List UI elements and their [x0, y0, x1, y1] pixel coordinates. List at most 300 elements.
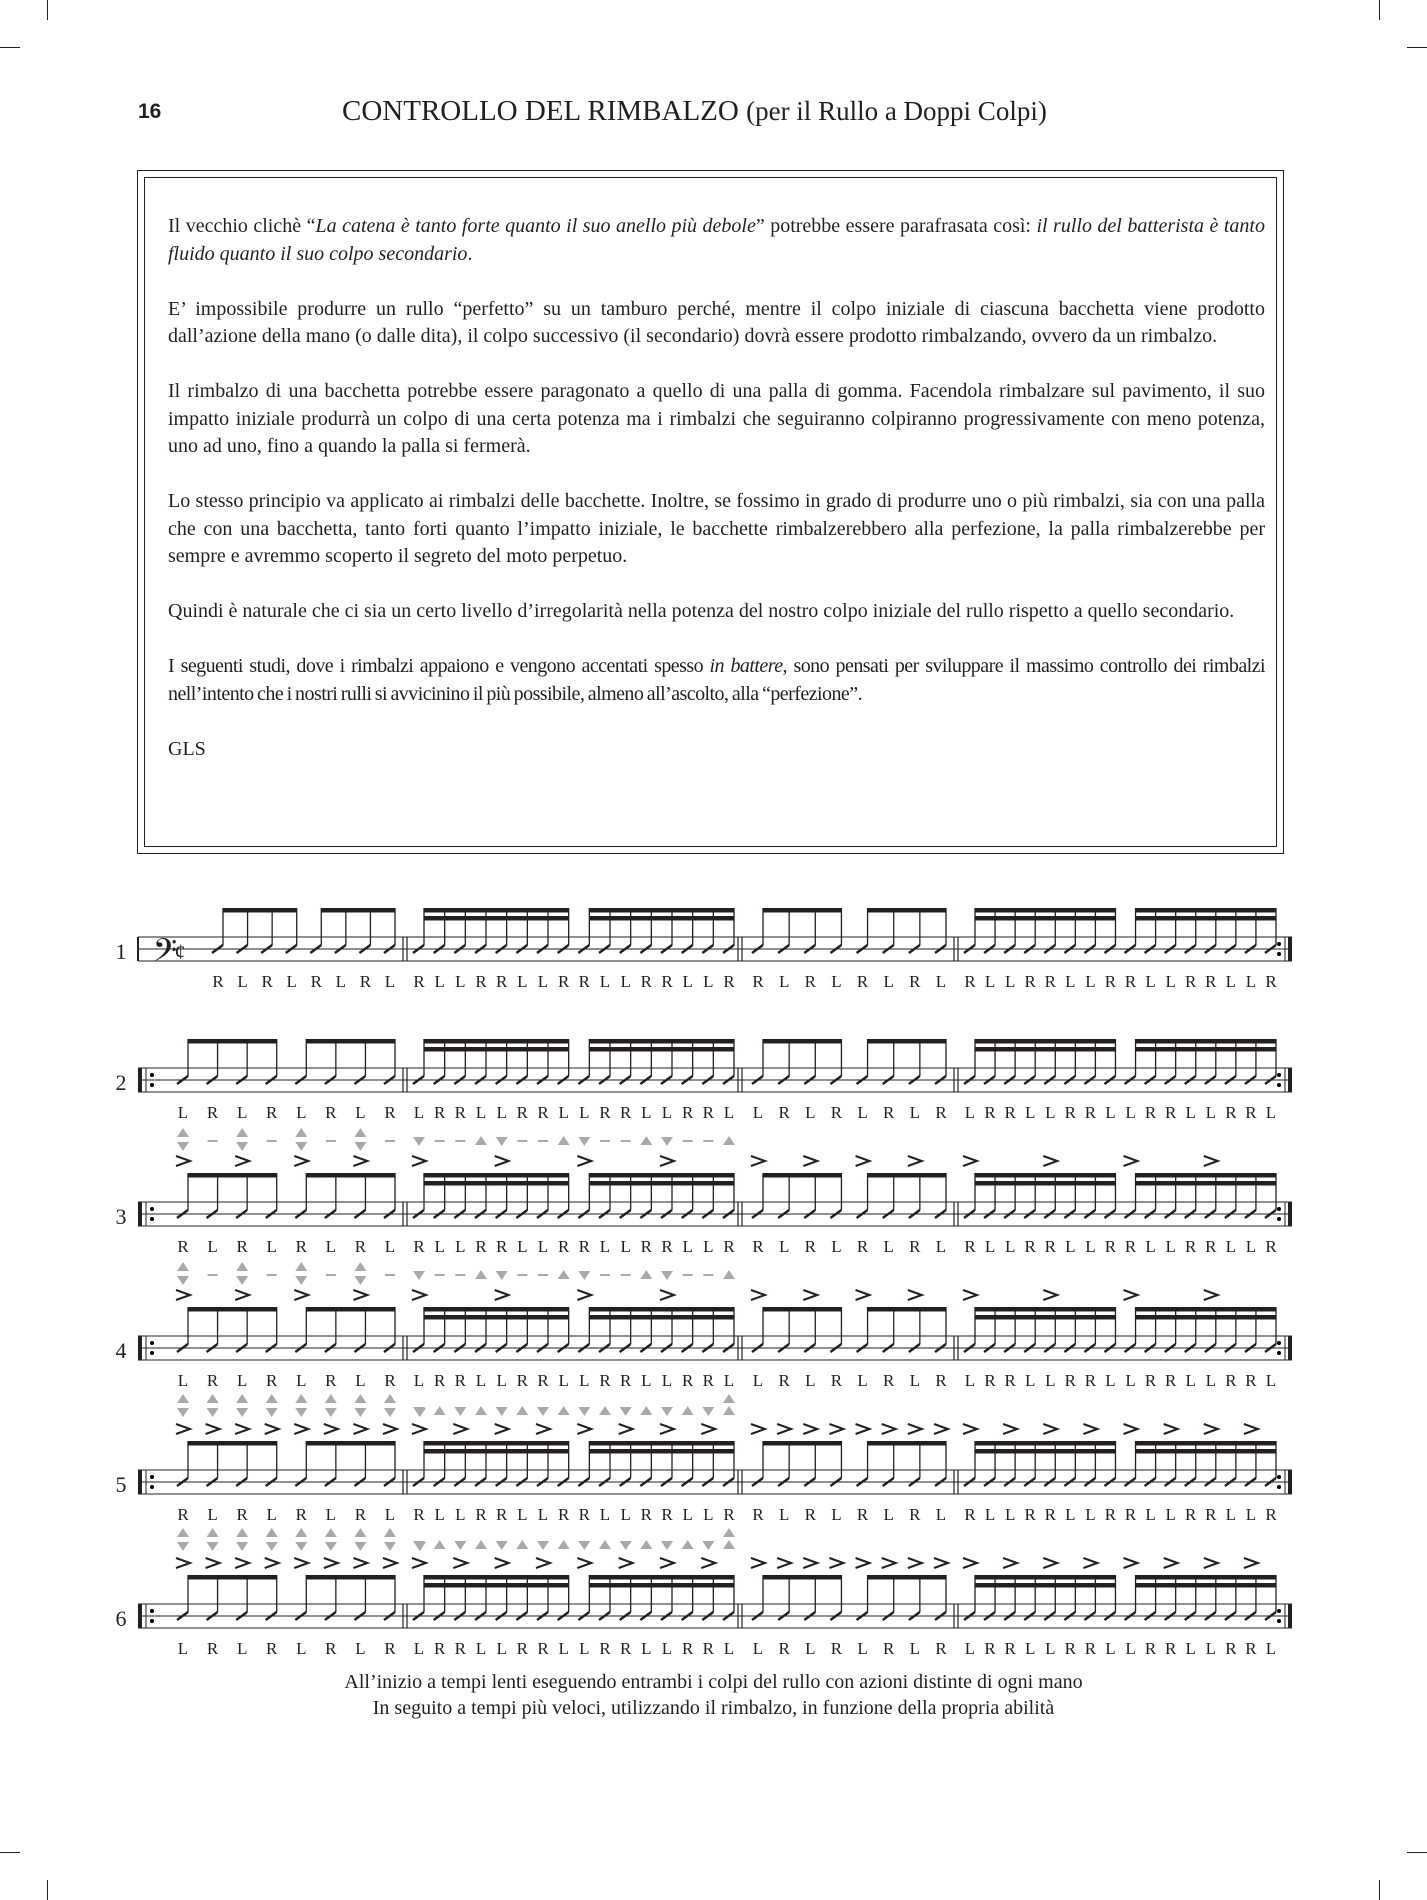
sticking-label: R — [1245, 1639, 1257, 1658]
arrow-down-icon — [537, 1407, 549, 1416]
sticking-label: R — [261, 972, 273, 991]
accent-icon — [1124, 1424, 1138, 1434]
exercise-number: 5 — [115, 1472, 127, 1497]
accent-icon — [1164, 1558, 1178, 1568]
sticking-label: R — [212, 972, 224, 991]
sticking-label: L — [207, 1237, 218, 1256]
sticking-label: R — [578, 1237, 591, 1256]
arrow-down-icon — [661, 1541, 673, 1550]
note-beam-secondary — [1136, 1047, 1276, 1052]
sticking-label: L — [286, 972, 297, 991]
sticking-label: R — [1185, 1505, 1197, 1524]
exercise-number: 3 — [115, 1204, 127, 1229]
sticking-label: L — [413, 1639, 425, 1658]
note-beam — [306, 1307, 395, 1312]
sticking-label: R — [599, 1103, 611, 1122]
sticking-label: R — [883, 1639, 895, 1658]
accent-icon — [235, 1558, 249, 1568]
sticking-label: L — [384, 1505, 396, 1524]
sticking-label: R — [804, 972, 816, 991]
sticking-label: L — [703, 1237, 714, 1256]
note-beam — [589, 1307, 734, 1312]
sticking-label: L — [1045, 1639, 1056, 1658]
repeat-dot — [150, 1217, 154, 1221]
note-beam — [306, 1039, 395, 1044]
sticking-label: R — [1044, 1237, 1056, 1256]
arrow-down-icon — [295, 1408, 307, 1417]
repeat-dot — [1277, 1475, 1281, 1479]
sticking-label: R — [1245, 1103, 1257, 1122]
sticking-label: L — [434, 972, 445, 991]
arrow-down-icon — [236, 1142, 248, 1151]
accent-icon — [619, 1558, 633, 1568]
accent-icon — [1124, 1290, 1138, 1300]
arrow-down-icon — [702, 1541, 714, 1550]
accent-icon — [1003, 1424, 1017, 1434]
note-beam-secondary — [975, 1583, 1115, 1588]
arrow-up-icon — [723, 1394, 735, 1403]
intro-signature: GLS — [168, 737, 206, 760]
arrow-up-icon — [177, 1528, 189, 1537]
sticking-label: L — [599, 972, 611, 991]
footer-line-2: In seguito a tempi più veloci, utilizzando il rimbalzo, in funzione della propria abilità — [372, 1697, 1055, 1719]
repeat-dot — [1277, 1217, 1281, 1221]
repeat-dot — [1277, 1485, 1281, 1489]
arrow-up-icon — [723, 1406, 735, 1415]
note-beam — [868, 1173, 946, 1178]
sticking-label: R — [752, 1505, 764, 1524]
sticking-label: R — [909, 972, 921, 991]
accent-icon — [908, 1558, 922, 1568]
accent-icon — [353, 1156, 367, 1166]
sticking-label: L — [1025, 1371, 1036, 1390]
sticking-label: L — [236, 1371, 248, 1390]
accent-icon — [206, 1424, 220, 1434]
sticking-label: R — [702, 1103, 715, 1122]
sticking-label: L — [752, 1371, 764, 1390]
sticking-label: L — [909, 1371, 921, 1390]
accent-icon — [536, 1424, 550, 1434]
sticking-label: R — [964, 1237, 976, 1256]
accent-icon — [963, 1156, 977, 1166]
sticking-label: R — [1144, 1639, 1157, 1658]
repeat-end-icon — [1288, 1470, 1292, 1494]
sticking-label: R — [557, 1505, 570, 1524]
accent-icon — [660, 1290, 674, 1300]
arrow-down-icon — [177, 1542, 189, 1551]
note-beam — [1136, 1575, 1276, 1580]
note-beam — [763, 1173, 841, 1178]
arrow-down-icon — [496, 1137, 508, 1146]
note-beam — [188, 1307, 277, 1312]
sticking-label: L — [177, 1639, 189, 1658]
arrow-down-icon — [236, 1276, 248, 1285]
note-beam-secondary — [975, 1449, 1115, 1454]
sticking-label: R — [578, 972, 591, 991]
arrow-up-icon — [723, 1136, 735, 1145]
sticking-label: R — [1004, 1103, 1016, 1122]
sticking-label: R — [856, 1505, 869, 1524]
sticking-label: R — [964, 972, 976, 991]
arrow-up-icon — [599, 1540, 611, 1549]
sticking-label: L — [1065, 1505, 1076, 1524]
arrow-up-icon — [266, 1394, 278, 1403]
accent-icon — [412, 1424, 426, 1434]
arrow-up-icon — [354, 1262, 366, 1271]
accent-icon — [235, 1290, 249, 1300]
accent-icon — [856, 1156, 870, 1166]
sticking-label: L — [1265, 1639, 1277, 1658]
intro-paragraph-5: Quindi è naturale che ci sia un certo livello d’irregolarità nella potenza del nostro colpo iniziale del rullo rispetto a quello secondario. — [168, 600, 1235, 622]
accent-icon — [495, 1290, 509, 1300]
sticking-label: R — [702, 1371, 715, 1390]
repeat-dot — [1277, 1619, 1281, 1623]
accent-icon — [353, 1424, 367, 1434]
accent-icon — [1083, 1558, 1097, 1568]
sticking-label: L — [177, 1371, 189, 1390]
repeat-start-icon — [138, 1202, 142, 1226]
sticking-label: L — [1004, 1237, 1016, 1256]
sticking-label: R — [206, 1371, 219, 1390]
sticking-label: R — [516, 1639, 529, 1658]
text-run: ” potrebbe essere parafrasata così: — [755, 215, 1037, 237]
sticking-label: L — [1125, 1103, 1136, 1122]
sticking-label: L — [857, 1371, 868, 1390]
sticking-label: L — [831, 1237, 842, 1256]
sticking-label: L — [883, 1237, 894, 1256]
sticking-label: R — [599, 1371, 611, 1390]
note-beam — [589, 908, 734, 913]
sticking-label: L — [1105, 1103, 1116, 1122]
sticking-label: R — [236, 1237, 248, 1256]
sticking-label: L — [641, 1371, 652, 1390]
sticking-label: L — [682, 1505, 693, 1524]
arrow-down-icon — [325, 1408, 337, 1417]
sticking-label: R — [433, 1103, 446, 1122]
sticking-label: L — [558, 1639, 569, 1658]
exercise-1 — [138, 908, 1292, 961]
sticking-label: L — [1165, 1237, 1176, 1256]
sticking-label: R — [909, 1237, 921, 1256]
sticking-label: R — [804, 1505, 816, 1524]
sticking-label: L — [475, 1371, 487, 1390]
sticking-label: R — [778, 1639, 790, 1658]
sticking-label: L — [558, 1103, 569, 1122]
sticking-label: L — [805, 1371, 816, 1390]
repeat-dot — [150, 1341, 154, 1345]
note-beam-secondary — [975, 1047, 1115, 1052]
accent-icon — [856, 1558, 870, 1568]
accent-icon — [495, 1156, 509, 1166]
note-beam — [589, 1575, 734, 1580]
accent-icon — [1204, 1156, 1218, 1166]
sticking-label: L — [682, 972, 693, 991]
accent-icon — [803, 1558, 817, 1568]
sticking-label: R — [384, 1639, 396, 1658]
note-beam — [1136, 1441, 1276, 1446]
note-beam — [188, 1039, 277, 1044]
arrow-down-icon — [384, 1408, 396, 1417]
sticking-label: R — [359, 972, 372, 991]
accent-icon — [963, 1424, 977, 1434]
sticking-label: R — [1205, 1505, 1217, 1524]
sticking-label: L — [620, 1505, 631, 1524]
accent-icon — [751, 1290, 765, 1300]
note-beam — [1136, 908, 1276, 913]
sticking-label: R — [236, 1505, 248, 1524]
sticking-label: R — [883, 1371, 895, 1390]
note-beam — [763, 1307, 841, 1312]
arrow-down-icon — [537, 1541, 549, 1550]
note-beam — [424, 908, 569, 913]
accent-icon — [412, 1156, 426, 1166]
accent-icon — [412, 1290, 426, 1300]
accent-icon — [856, 1424, 870, 1434]
arrow-down-icon — [413, 1137, 425, 1146]
sticking-label: L — [1205, 1371, 1216, 1390]
sticking-label: L — [1065, 1237, 1076, 1256]
accent-icon — [1043, 1558, 1057, 1568]
arrow-down-icon — [496, 1541, 508, 1550]
accent-icon — [235, 1156, 249, 1166]
accent-icon — [908, 1156, 922, 1166]
sticking-label: R — [935, 1639, 947, 1658]
arrow-up-icon — [295, 1528, 307, 1537]
arrow-down-icon — [354, 1276, 366, 1285]
repeat-dot — [150, 1609, 154, 1613]
sticking-label: R — [909, 1505, 921, 1524]
arrow-up-icon — [475, 1270, 487, 1279]
sticking-label: L — [1165, 972, 1176, 991]
sticking-label: L — [1265, 1103, 1277, 1122]
italic-text: La catena è tanto forte quanto il suo anello più debole — [315, 215, 756, 237]
sticking-label: L — [935, 1505, 947, 1524]
note-beam — [424, 1173, 569, 1178]
arrow-down-icon — [496, 1271, 508, 1280]
note-beam — [1136, 1173, 1276, 1178]
arrow-up-icon — [236, 1528, 248, 1537]
sticking-label: R — [413, 1237, 425, 1256]
sticking-label: R — [266, 1103, 278, 1122]
sticking-label: L — [599, 1237, 611, 1256]
exercise-4 — [138, 1307, 1292, 1360]
repeat-dot — [150, 1485, 154, 1489]
sticking-label: L — [455, 1505, 466, 1524]
note-beam — [868, 1039, 946, 1044]
arrow-up-icon — [325, 1394, 337, 1403]
arrow-up-icon — [516, 1540, 528, 1549]
note-beam-secondary — [1136, 1181, 1276, 1186]
arrow-down-icon — [620, 1541, 632, 1550]
sticking-label: L — [1245, 1237, 1257, 1256]
sticking-label: L — [723, 1103, 735, 1122]
arrow-down-icon — [295, 1276, 307, 1285]
sticking-label: R — [516, 1371, 529, 1390]
arrow-up-icon — [384, 1528, 396, 1537]
sticking-label: R — [723, 972, 735, 991]
sticking-label: R — [516, 1103, 529, 1122]
accent-icon — [1244, 1558, 1258, 1568]
sticking-label: L — [236, 1639, 248, 1658]
arrow-up-icon — [682, 1406, 694, 1415]
sticking-label: L — [266, 1505, 277, 1524]
sticking-label: R — [413, 972, 425, 991]
accent-icon — [206, 1558, 220, 1568]
sticking-label: R — [495, 972, 508, 991]
sticking-label: L — [579, 1639, 590, 1658]
note-beam — [763, 908, 841, 913]
arrow-down-icon — [325, 1542, 337, 1551]
note-beam — [589, 1173, 734, 1178]
repeat-dot — [150, 1073, 154, 1077]
sticking-label: L — [805, 1103, 816, 1122]
text-run: . — [467, 242, 473, 265]
accent-icon — [777, 1424, 791, 1434]
note-beam — [763, 1575, 841, 1580]
arrow-up-icon — [640, 1540, 652, 1549]
accent-icon — [577, 1558, 591, 1568]
sticking-label: L — [909, 1639, 921, 1658]
sticking-label: L — [413, 1103, 425, 1122]
sticking-label: L — [1045, 1371, 1056, 1390]
arrow-up-icon — [236, 1394, 248, 1403]
note-beam-secondary — [424, 1315, 569, 1320]
arrow-up-icon — [236, 1128, 248, 1137]
arrow-down-icon — [207, 1408, 219, 1417]
sticking-label: R — [177, 1505, 189, 1524]
note-beam — [868, 908, 946, 913]
repeat-dot — [1277, 1207, 1281, 1211]
note-beam — [868, 1307, 946, 1312]
sticking-label: L — [703, 972, 714, 991]
arrow-up-icon — [354, 1528, 366, 1537]
arrow-down-icon — [354, 1542, 366, 1551]
accent-icon — [176, 1156, 190, 1166]
sticking-label: L — [1085, 1505, 1096, 1524]
arrow-up-icon — [558, 1406, 570, 1415]
sticking-label: L — [883, 1505, 894, 1524]
arrow-up-icon — [640, 1406, 652, 1415]
sticking-label: L — [1225, 1237, 1237, 1256]
sticking-label: L — [883, 972, 894, 991]
note-beam-secondary — [1136, 1315, 1276, 1320]
sticking-label: R — [984, 1103, 996, 1122]
sticking-label: R — [681, 1103, 694, 1122]
sticking-label: R — [1064, 1103, 1077, 1122]
sticking-label: R — [935, 1103, 947, 1122]
repeat-end-icon — [1288, 1336, 1292, 1360]
repeat-dot — [1277, 952, 1281, 956]
note-beam-secondary — [589, 916, 734, 921]
sticking-label: R — [557, 1237, 570, 1256]
sticking-label: L — [641, 1639, 652, 1658]
arrow-up-icon — [354, 1394, 366, 1403]
arrow-down-icon — [354, 1408, 366, 1417]
sticking-label: R — [856, 972, 869, 991]
sticking-label: R — [1124, 972, 1137, 991]
arrow-down-icon — [384, 1542, 396, 1551]
sticking-label: R — [384, 1371, 396, 1390]
accent-icon — [265, 1424, 279, 1434]
repeat-dot — [1277, 1351, 1281, 1355]
sticking-label: R — [830, 1103, 843, 1122]
accent-icon — [383, 1424, 397, 1434]
sticking-label: L — [620, 972, 631, 991]
sticking-label: L — [661, 1103, 673, 1122]
sticking-label: L — [537, 1237, 549, 1256]
accent-icon — [577, 1156, 591, 1166]
sticking-label: R — [856, 1237, 869, 1256]
sticking-label: L — [909, 1103, 921, 1122]
accent-icon — [235, 1424, 249, 1434]
sticking-label: L — [1025, 1103, 1036, 1122]
sticking-label: L — [335, 972, 347, 991]
note-beam — [188, 1575, 277, 1580]
sticking-label: R — [325, 1639, 337, 1658]
sticking-label: R — [433, 1639, 446, 1658]
sticking-label: L — [935, 972, 947, 991]
sticking-label: L — [296, 1371, 307, 1390]
arrow-up-icon — [516, 1406, 528, 1415]
sticking-label: L — [325, 1505, 337, 1524]
sticking-label: L — [831, 1505, 842, 1524]
sticking-label: L — [517, 972, 528, 991]
sticking-label: R — [295, 1237, 307, 1256]
sticking-label: L — [1145, 1237, 1156, 1256]
note-beam — [424, 1441, 569, 1446]
accent-icon — [294, 1424, 308, 1434]
sticking-label: R — [661, 1237, 673, 1256]
sticking-label: L — [984, 972, 996, 991]
note-beam-secondary — [589, 1449, 734, 1454]
repeat-end-icon — [1288, 1068, 1292, 1092]
sticking-label: L — [296, 1639, 307, 1658]
sticking-label: L — [1125, 1371, 1136, 1390]
repeat-dot — [1277, 942, 1281, 946]
note-beam-secondary — [424, 1583, 569, 1588]
note-beam — [868, 1575, 946, 1580]
accent-icon — [176, 1290, 190, 1300]
sticking-label: R — [984, 1639, 996, 1658]
accent-icon — [803, 1290, 817, 1300]
intro-paragraph-3: Il rimbalzo di una bacchetta potrebbe essere paragonato a quello di una palla di gomma. Facendola rimbalzare sul pavimento, il suo impatto iniziale produrrà un colpo di una certa potenza ma i rimbalzi che seguiranno colpiranno progressivamente con meno potenza, uno ad uno, fino a quando la palla si fermerà. — [168, 380, 1265, 457]
accent-icon — [1164, 1424, 1178, 1434]
sticking-label: R — [1044, 1505, 1056, 1524]
sticking-label: R — [778, 1371, 790, 1390]
arrow-up-icon — [207, 1528, 219, 1537]
arrow-up-icon — [682, 1540, 694, 1549]
sticking-label: L — [266, 1237, 277, 1256]
sticking-label: L — [579, 1371, 590, 1390]
note-beam — [868, 1441, 946, 1446]
sticking-label: R — [1205, 972, 1217, 991]
accent-icon — [934, 1558, 948, 1568]
sticking-label: L — [682, 1237, 693, 1256]
sticking-label: L — [355, 1371, 366, 1390]
accent-icon — [934, 1424, 948, 1434]
sticking-label: R — [1024, 1505, 1036, 1524]
sticking-label: L — [964, 1639, 976, 1658]
repeat-start-icon — [138, 1068, 142, 1092]
sticking-label: R — [325, 1371, 337, 1390]
note-beam — [975, 1173, 1115, 1178]
accent-icon — [1043, 1424, 1057, 1434]
sticking-label: R — [433, 1371, 446, 1390]
sticking-label: L — [1225, 1505, 1237, 1524]
text-run: I seguenti studi, dove i rimbalzi appaiono e vengono accentati spesso — [168, 655, 710, 677]
accent-icon — [619, 1424, 633, 1434]
sticking-label: L — [1105, 1371, 1116, 1390]
